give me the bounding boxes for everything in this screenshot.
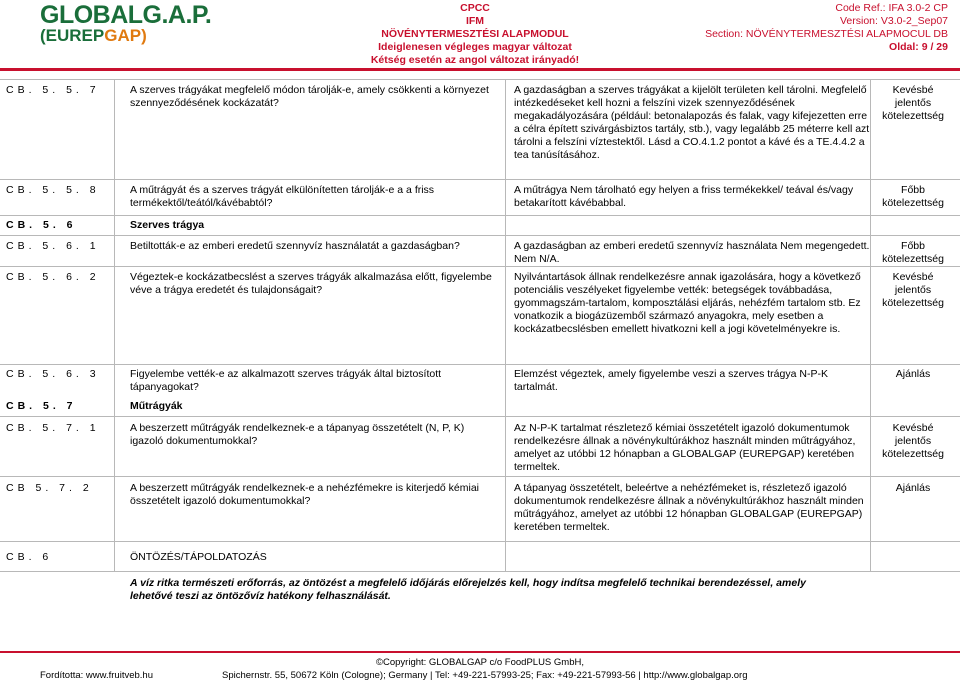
row-code-cb-5-7-1: CB. 5. 7. 1 [6, 422, 100, 434]
row-code-cb-5-6-3: CB. 5. 6. 3 [6, 368, 100, 380]
header-center-line-1: CPCC [460, 2, 490, 14]
row-code-cb-5-5-8: CB. 5. 5. 8 [6, 184, 100, 196]
header-section: Section: NÖVÉNYTERMESZTÉSI ALAPMOCUL DB [705, 28, 948, 40]
row-question-cb-5-6-3: Figyelembe vették-e az alkalmazott szerves trágyák által biztosított tápanyagokat? [130, 368, 442, 393]
eurepgap-logo [40, 27, 147, 45]
row-divider [0, 79, 960, 80]
footer-rule [0, 651, 960, 653]
row-divider [0, 179, 960, 180]
footer-translation-credit: Fordította: www.fruitveb.hu [40, 670, 153, 681]
header-center-line-3: NÖVÉNYTERMESZTÉSI ALAPMODUL [381, 28, 569, 40]
eurepgap-logo-gap: GAP) [104, 26, 147, 45]
header-center-line-2: IFM [465, 15, 485, 27]
header-rule [0, 68, 960, 71]
row-divider [0, 266, 960, 267]
row-answer-cb-5-5-7: A gazdaságban a szerves trágyákat a kijelölt területen kell tárolni. Megfelelő intézkedéseket kell hozni a felszíni vizek szennyeződésének megakadályozására (például: betonalapozás és falak, vagy kifejezetten erre a célra épített szivárgásbiztos tartály, stb.), vagy legalább 25 méterre kell azt tárolni a felszíni víztestektől. Lásd a CO.4.1.2 pontot a kávé és a TE.4.4.2 a tea tanúsításához. [514, 84, 870, 161]
row-answer-cb-5-5-8: A műtrágya Nem tárolható egy helyen a friss termékekkel/ teával és/vagy betakarított kávébabbal. [514, 184, 854, 209]
row-divider [0, 364, 960, 365]
footer-address: Spichernstr. 55, 50672 Köln (Cologne); Germany | Tel: +49-221-57993-25; Fax: +49-221-57993-56 | http://www.globalgap.org [222, 670, 748, 681]
row-divider [0, 541, 960, 542]
section-title-cb-5-6: Szerves trágya [130, 219, 205, 231]
section-code-cb-5-7: CB. 5. 7 [6, 400, 77, 412]
section-code-cb-6: CB. 6 [6, 551, 53, 563]
row-divider [0, 476, 960, 477]
globalgap-logo: GLOBALG.A.P. [40, 1, 212, 29]
row-answer-cb-5-6-1: A gazdaságban az emberi eredetű szennyvíz használata Nem megengedett. Nem N/A. [514, 240, 870, 265]
row-answer-cb-5-6-2: Nyilvántartások állnak rendelkezésre annak igazolására, hogy a következő potenciális veszélyeket figyelembe vették: betegségek továbbadása, gyommagszám-tartalom, komposztálási eljárás, nehézfém tartalom stb. Ez vonatkozik a biogázüzemből származó anyagokra, mely esetben a kockázatbecslésben emellett hivatkozni kell a jogi követelményekre is. [514, 271, 861, 335]
row-code-cb-5-6-2: CB. 5. 6. 2 [6, 271, 100, 283]
row-divider [0, 571, 960, 572]
row-level-cb-5-6-2: Kevésbé jelentős kötelezettség [882, 271, 944, 309]
row-code-cb-5-7-2: CB 5. 7. 2 [6, 482, 93, 494]
row-question-cb-5-7-2: A beszerzett műtrágyák rendelkeznek-e a nehézfémekre is kiterjedő kémiai összetételt igazoló dokumentumokkal? [130, 482, 480, 507]
row-divider [0, 416, 960, 417]
row-code-cb-5-5-7: CB. 5. 5. 7 [6, 84, 100, 96]
row-level-cb-5-6-3: Ajánlás [895, 368, 931, 380]
row-level-cb-5-5-7: Kevésbé jelentős kötelezettség [882, 84, 944, 122]
header-center-line-4: Ideiglenesen végleges magyar változat [378, 41, 572, 53]
row-level-cb-5-6-1: Főbb kötelezettség [882, 240, 944, 265]
row-divider [0, 235, 960, 236]
eurepgap-logo-eurep: (EUREP [40, 26, 105, 45]
column-divider [505, 79, 506, 571]
row-level-cb-5-7-1: Kevésbé jelentős kötelezettség [882, 422, 944, 460]
row-question-cb-5-5-7: A szerves trágyákat megfelelő módon tárolják-e, amely csökkenti a környezet szennyeződésének kockázatát? [130, 84, 489, 109]
header-center-line-5: Kétség esetén az angol változat irányadó! [370, 54, 580, 66]
header-page-number: Oldal: 9 / 29 [889, 41, 948, 53]
row-question-cb-5-5-8: A műtrágyát és a szerves trágyát elkülönítetten tárolják-e a a friss termékektől/teától/kávébabtól? [130, 184, 435, 209]
row-question-cb-5-6-2: Végeztek-e kockázatbecslést a szerves trágyák alkalmazása előtt, figyelembe véve a trágya eredetét és tulajdonságait? [130, 271, 492, 296]
column-divider [114, 79, 115, 571]
section-code-cb-5-6: CB. 5. 6 [6, 219, 77, 231]
row-code-cb-5-6-1: CB. 5. 6. 1 [6, 240, 100, 252]
cb-6-intro-note: A víz ritka természeti erőforrás, az öntözést a megfelelő időjárás előrejelzés kell, hogy indítsa megfelelő technikai berendezéssel, amely lehetővé teszi az öntözővíz hatékony felhasználását. [130, 577, 806, 602]
footer-copyright: ©Copyright: GLOBALGAP c/o FoodPLUS GmbH, [376, 657, 584, 668]
header-code-ref: Code Ref.: IFA 3.0-2 CP [835, 2, 948, 14]
row-answer-cb-5-7-2: A tápanyag összetételt, beleértve a nehézfémeket is, részletező igazoló dokumentumok rendelkezésre állnak a növénykultúrákhoz használt minden műtrágyához, amelyet az utóbbi 12 hónapban GLOBALGAP (EUREPGAP) keretében termeltek. [514, 482, 864, 533]
row-level-cb-5-5-8: Főbb kötelezettség [882, 184, 944, 209]
section-title-cb-6: ÖNTÖZÉS/TÁPOLDATOZÁS [130, 551, 267, 563]
row-question-cb-5-6-1: Betiltották-e az emberi eredetű szennyvíz használatát a gazdaságban? [130, 240, 460, 252]
row-question-cb-5-7-1: A beszerzett műtrágyák rendelkeznek-e a tápanyag összetételt (N, P, K) igazoló dokumentumokkal? [130, 422, 465, 447]
row-level-cb-5-7-2: Ajánlás [895, 482, 931, 494]
header-version: Version: V3.0-2_Sep07 [840, 15, 948, 27]
row-divider [0, 215, 960, 216]
row-answer-cb-5-6-3: Elemzést végeztek, amely figyelembe veszi a szerves trágya N-P-K tartalmát. [514, 368, 828, 393]
row-answer-cb-5-7-1: Az N-P-K tartalmat részletező kémiai összetételt igazoló dokumentumok rendelkezésre állnak a növénykultúrákhoz használt minden műtrágyához, amelyet az utóbbi 12 hónapban a GLOBALGAP (EUREPGAP) keretében termeltek. [514, 422, 856, 473]
section-title-cb-5-7: Műtrágyák [130, 400, 183, 412]
